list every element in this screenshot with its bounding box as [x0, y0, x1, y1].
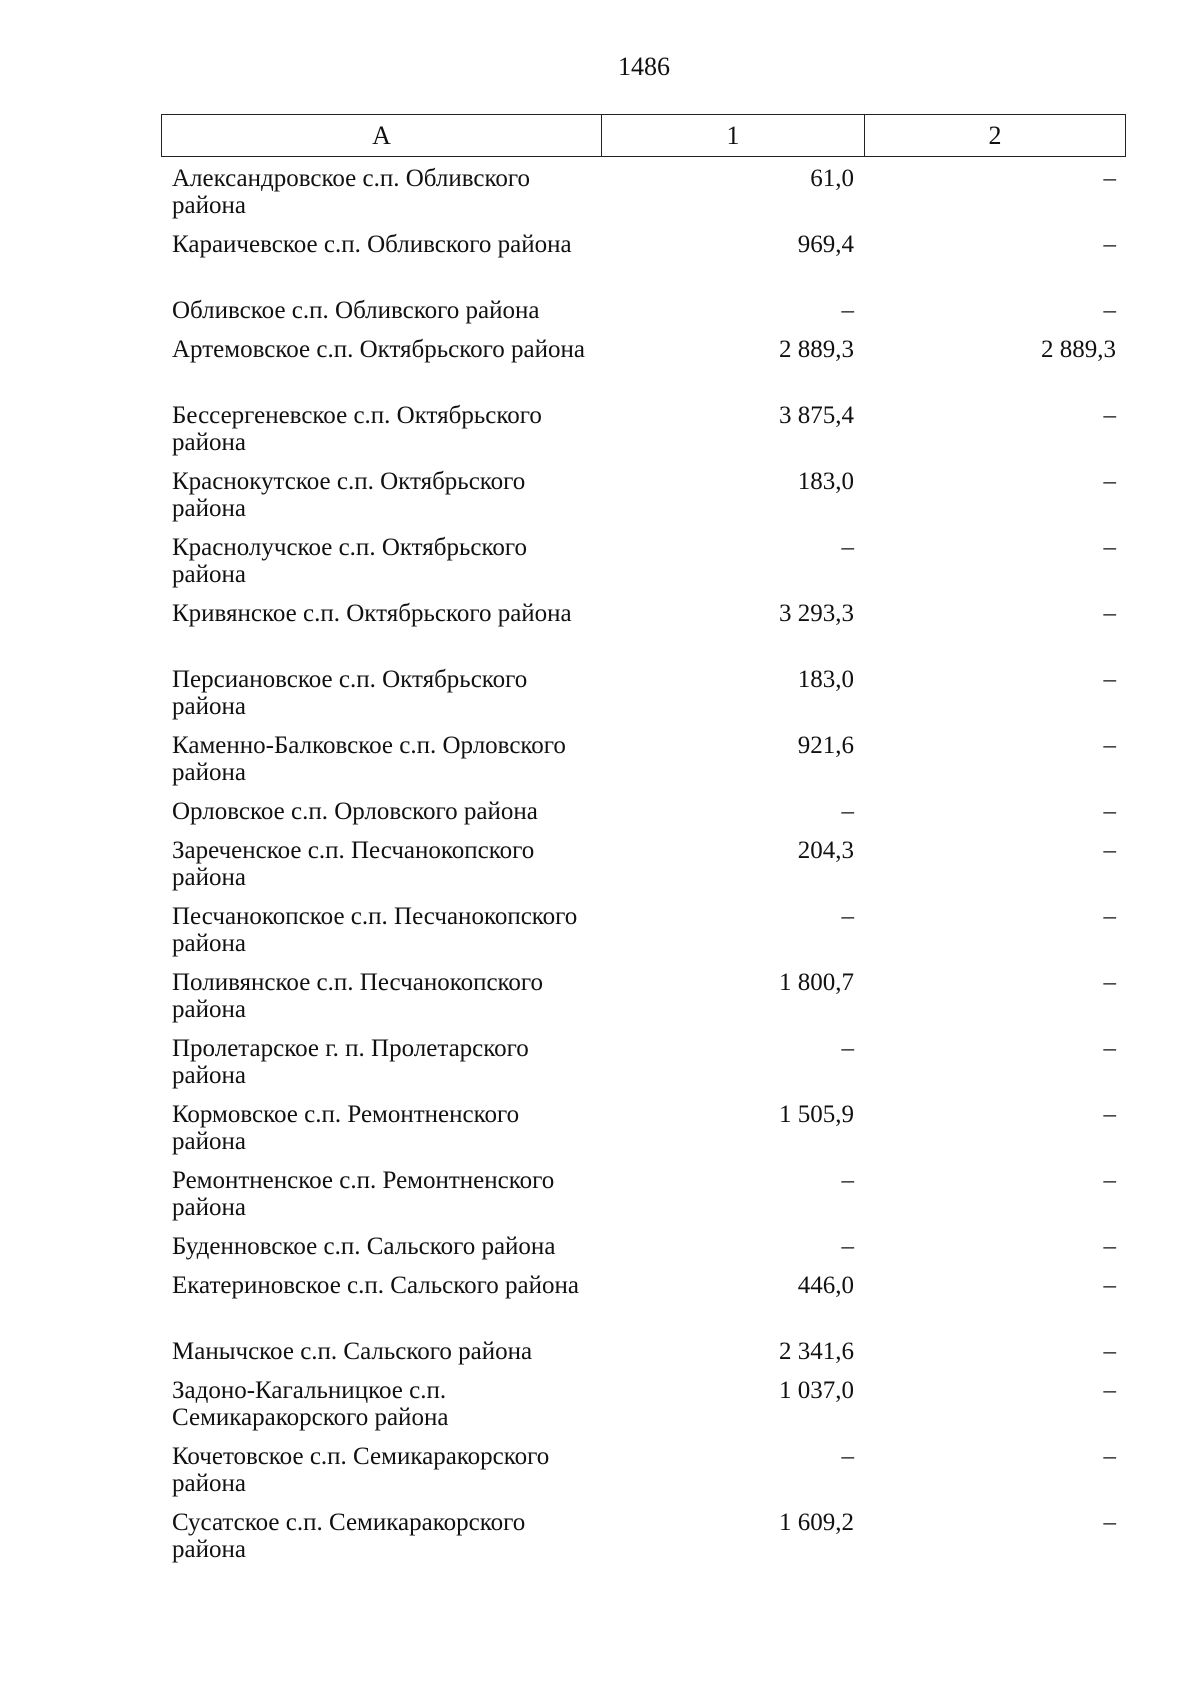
row-name: Пролетарское г. п. Пролетарского района [172, 1035, 529, 1089]
table-row [161, 291, 1126, 330]
row-value-1: 921,6 [797, 732, 854, 759]
row-name: Кочетовское с.п. Семикаракорского района [172, 1443, 550, 1497]
table-header-row [161, 114, 1126, 157]
row-value-1: 446,0 [797, 1272, 854, 1299]
row-value-1: 2 341,6 [779, 1338, 854, 1365]
row-name: Обливское с.п. Обливского района [172, 297, 540, 324]
table-row [161, 594, 1126, 660]
row-value-2: – [1103, 1167, 1116, 1194]
row-value-2: – [1103, 534, 1116, 561]
row-value-2: – [1103, 468, 1116, 495]
row-name: Ремонтненское с.п. Ремонтненского района [172, 1167, 555, 1221]
table-row [161, 1095, 1126, 1161]
row-value-1: 1 037,0 [779, 1377, 854, 1404]
row-name: Краснолучское с.п. Октябрьского района [172, 534, 528, 588]
header-cell-1: 1 [602, 115, 865, 156]
row-name: Караичевское с.п. Обливского района [172, 231, 572, 258]
row-name: Манычское с.п. Сальского района [172, 1338, 533, 1365]
row-value-1: – [841, 903, 854, 930]
table-row [161, 1437, 1126, 1503]
row-value-2: 2 889,3 [1041, 336, 1116, 363]
table-row [161, 897, 1126, 963]
row-name: Зареченское с.п. Песчанокопского района [172, 837, 535, 891]
row-value-1: 969,4 [797, 231, 854, 258]
row-name: Кривянское с.п. Октябрьского района [172, 600, 572, 627]
row-value-1: 61,0 [810, 165, 854, 192]
row-value-2: – [1103, 1509, 1116, 1536]
row-value-1: 2 889,3 [779, 336, 854, 363]
row-value-1: – [841, 798, 854, 825]
row-name: Поливянское с.п. Песчанокопского района [172, 969, 544, 1023]
row-value-1: – [841, 1167, 854, 1194]
row-name: Бессергеневское с.п. Октябрьского района [172, 402, 542, 456]
table-row [161, 1332, 1126, 1371]
row-value-1: 3 293,3 [779, 600, 854, 627]
table-row [161, 396, 1126, 462]
table-row [161, 330, 1126, 396]
row-name: Каменно-Балковское с.п. Орловского района [172, 732, 566, 786]
table-row [161, 1503, 1126, 1569]
row-value-1: 1 800,7 [779, 969, 854, 996]
row-name: Артемовское с.п. Октябрьского района [172, 336, 585, 363]
row-value-2: – [1103, 297, 1116, 324]
row-name: Песчанокопское с.п. Песчанокопского района [172, 903, 578, 957]
row-value-1: 3 875,4 [779, 402, 854, 429]
row-name: Кормовское с.п. Ремонтненского района [172, 1101, 520, 1155]
table-row [161, 1371, 1126, 1437]
header-cell-2: 2 [988, 120, 1002, 150]
row-value-1: – [841, 1035, 854, 1062]
row-value-2: – [1103, 666, 1116, 693]
table-row [161, 1227, 1126, 1266]
table-row [161, 159, 1126, 225]
row-value-2: – [1103, 1035, 1116, 1062]
row-value-1: – [841, 534, 854, 561]
row-name: Орловское с.п. Орловского района [172, 798, 538, 825]
table-row [161, 528, 1126, 594]
table-row [161, 1029, 1126, 1095]
table-row [161, 726, 1126, 792]
row-value-2: – [1103, 732, 1116, 759]
row-value-2: – [1103, 231, 1116, 258]
row-name: Задоно-Кагальницкое с.п. Семикаракорского района [172, 1377, 449, 1431]
row-value-2: – [1103, 1101, 1116, 1128]
row-name: Александровское с.п. Обливского района [172, 165, 531, 219]
header-cell-a: А [162, 115, 602, 156]
row-value-2: – [1103, 402, 1116, 429]
page-number: 1486 [618, 52, 670, 81]
table-row [161, 462, 1126, 528]
row-value-2: – [1103, 1377, 1116, 1404]
row-value-1: 183,0 [797, 468, 854, 495]
row-name: Персиановское с.п. Октябрьского района [172, 666, 528, 720]
table-row [161, 792, 1126, 831]
row-value-2: – [1103, 1272, 1116, 1299]
row-value-1: 1 505,9 [779, 1101, 854, 1128]
data-table [161, 114, 1126, 1569]
table-row [161, 225, 1126, 291]
row-value-2: – [1103, 837, 1116, 864]
table-row [161, 963, 1126, 1029]
row-value-2: – [1103, 1338, 1116, 1365]
table-row [161, 1266, 1126, 1332]
table-row [161, 1161, 1126, 1227]
table-row [161, 660, 1126, 726]
row-value-2: – [1103, 1443, 1116, 1470]
table-row [161, 831, 1126, 897]
row-name: Краснокутское с.п. Октябрьского района [172, 468, 526, 522]
row-name: Екатериновское с.п. Сальского района [172, 1272, 579, 1299]
row-value-2: – [1103, 1233, 1116, 1260]
row-value-2: – [1103, 903, 1116, 930]
row-value-2: – [1103, 969, 1116, 996]
row-value-1: 204,3 [797, 837, 854, 864]
table-body [161, 159, 1126, 1569]
row-value-2: – [1103, 600, 1116, 627]
row-value-2: – [1103, 798, 1116, 825]
row-name: Буденновское с.п. Сальского района [172, 1233, 556, 1260]
row-value-1: 183,0 [797, 666, 854, 693]
row-value-2: – [1103, 165, 1116, 192]
row-value-1: – [841, 1443, 854, 1470]
row-name: Сусатское с.п. Семикаракорского района [172, 1509, 526, 1563]
row-value-1: – [841, 1233, 854, 1260]
row-value-1: – [841, 297, 854, 324]
row-value-1: 1 609,2 [779, 1509, 854, 1536]
